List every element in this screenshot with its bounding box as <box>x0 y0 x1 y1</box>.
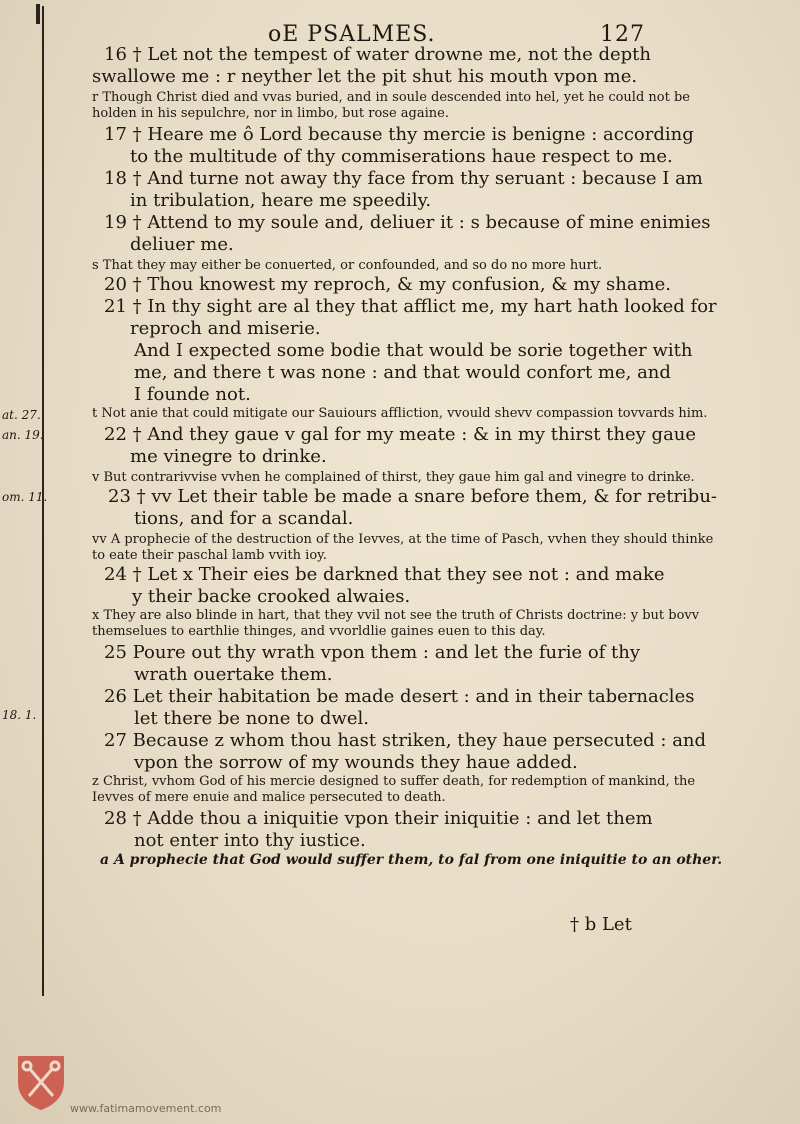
verse-line: wrath ouertake them. <box>134 664 333 685</box>
verse-line: in tribulation, heare me speedily. <box>130 190 432 211</box>
note-line: v But contrarivvise vvhen he complained of thirst, they gaue him gal and vinegre to drinke. <box>92 470 695 485</box>
note-line: t Not anie that could mitigate our Sauiours affliction, vvould shevv compassion tovvards him. <box>92 406 708 421</box>
papal-keys-crest-icon <box>14 1052 68 1112</box>
verse-line: 26 Let their habitation be made desert : and in their tabernacles <box>104 686 695 707</box>
margin-note: at. 27. <box>2 408 41 422</box>
margin-note: om. 11. <box>2 490 48 504</box>
verse-line: tions, and for a scandal. <box>134 508 354 529</box>
verse-line: me, and there t was none : and that would confort me, and <box>134 362 671 383</box>
verse-line: 21 † In thy sight are al they that afflict me, my hart hath looked for <box>104 296 717 317</box>
note-line: x They are also blinde in hart, that they vvil not see the truth of Christs doctrine: y but bovv <box>92 608 700 623</box>
verse-line: I founde not. <box>134 384 251 405</box>
verse-line: 24 † Let x Their eies be darkned that they see not : and make <box>104 564 665 585</box>
note-line: Ievves of mere enuie and malice persecuted to death. <box>92 790 446 805</box>
margin-note: an. 19. <box>2 428 44 442</box>
note-line: s That they may either be conuerted, or confounded, and so do no more hurt. <box>92 258 603 273</box>
verse-line: reproch and miserie. <box>130 318 321 339</box>
note-line: to eate their paschal lamb vvith ioy. <box>92 548 327 563</box>
verse-line: 23 † vv Let their table be made a snare before them, & for retribu- <box>108 486 717 507</box>
verse-line: let there be none to dwel. <box>134 708 369 729</box>
watermark-url[interactable]: www.fatimamovement.com <box>70 1102 222 1115</box>
running-header: oE PSALMES. <box>268 22 436 47</box>
verse-line: 25 Poure out thy wrath vpon them : and let the furie of thy <box>104 642 641 663</box>
verse-line: 28 † Adde thou a iniquitie vpon their iniquitie : and let them <box>104 808 653 829</box>
verse-line: deliuer me. <box>130 234 234 255</box>
note-line: themselues to earthlie thinges, and vvorldlie gaines euen to this day. <box>92 624 546 639</box>
verse-line: me vinegre to drinke. <box>130 446 327 467</box>
verse-line: vpon the sorrow of my wounds they haue added. <box>134 752 578 773</box>
verse-line: not enter into thy iustice. <box>134 830 366 851</box>
margin-note: 18. 1. <box>2 708 37 722</box>
verse-line: 18 † And turne not away thy face from thy seruant : because I am <box>104 168 703 189</box>
verse-line: 17 † Heare me ô Lord because thy mercie is benigne : according <box>104 124 694 145</box>
verse-line: 16 † Let not the tempest of water drowne me, not the depth <box>104 44 651 65</box>
note-line: holden in his sepulchre, nor in limbo, but rose againe. <box>92 106 449 121</box>
summary-line: a A prophecie that God would suffer them, to fal from one iniquitie to an other. <box>100 852 723 868</box>
verse-line: 22 † And they gaue v gal for my meate : & in my thirst they gaue <box>104 424 697 445</box>
verse-line: 19 † Attend to my soule and, deliuer it : s because of mine enimies <box>104 212 711 233</box>
verse-line: to the multitude of thy commiserations haue respect to me. <box>130 146 673 167</box>
note-line: vv A prophecie of the destruction of the Ievves, at the time of Pasch, vvhen they should thinke <box>92 532 714 547</box>
verse-line: 27 Because z whom thou hast striken, they haue persecuted : and <box>104 730 707 751</box>
verse-line: y their backe crooked alwaies. <box>132 586 411 607</box>
page-number: 127 <box>600 22 645 47</box>
verse-line: And I expected some bodie that would be sorie together with <box>134 340 693 361</box>
verse-line: 20 † Thou knowest my reproch, & my confusion, & my shame. <box>104 274 672 295</box>
margin-rule-top <box>36 4 40 24</box>
verse-line: swallowe me : r neyther let the pit shut his mouth vpon me. <box>92 66 638 87</box>
note-line: r Though Christ died and vvas buried, and in soule descended into hel, yet he could not be <box>92 90 690 105</box>
note-line: z Christ, vvhom God of his mercie designed to suffer death, for redemption of mankind, the <box>92 774 696 789</box>
catchword: † b Let <box>570 914 632 935</box>
